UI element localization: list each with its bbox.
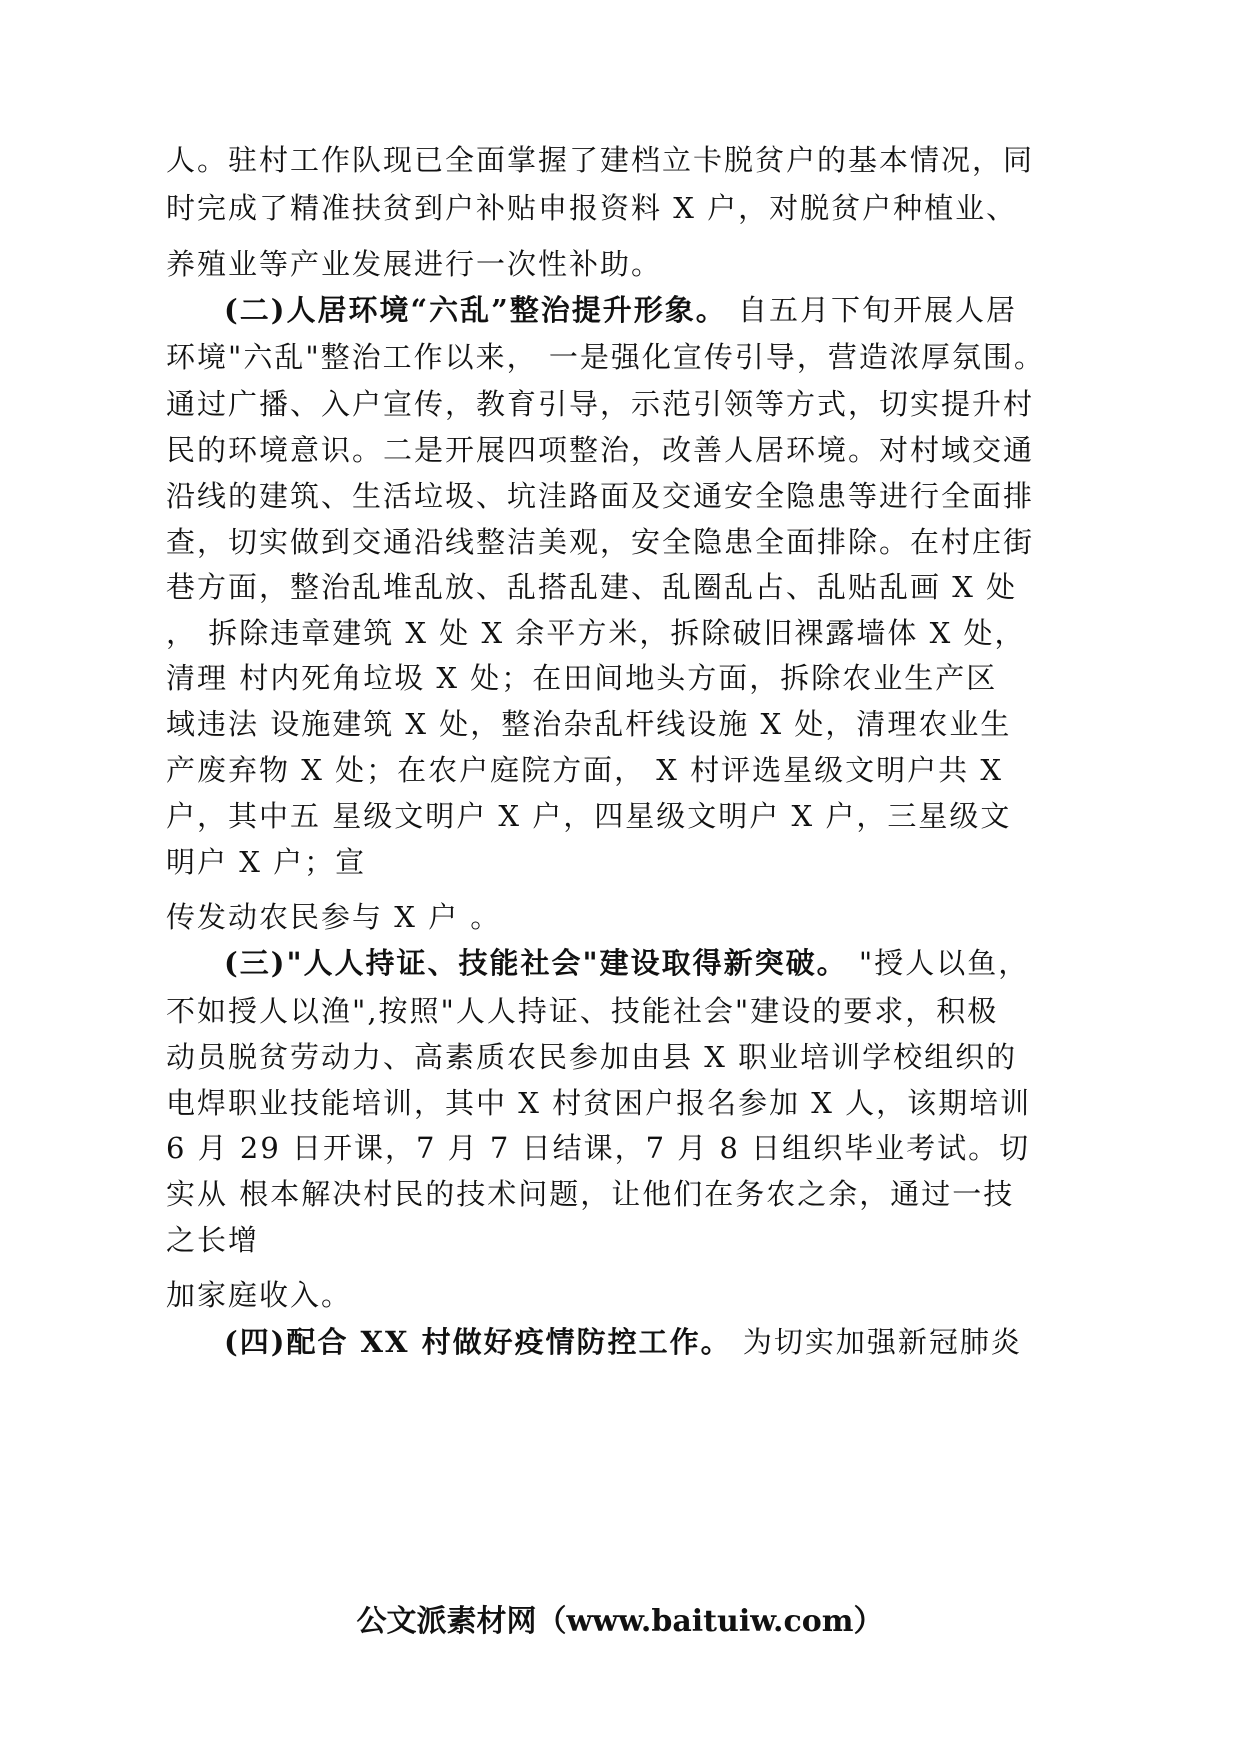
paragraph-text: "授人以鱼， (847, 946, 1030, 980)
section-heading-2: (二)人居环境“六乱”整治提升形象。 (224, 293, 727, 327)
paragraph-line: ， 拆除违章建筑 X 处 X 余平方米，拆除破旧裸露墙体 X 处， (166, 616, 1026, 650)
paragraph-text: 为切实加强新冠肺炎 (731, 1325, 1022, 1359)
paragraph-line: 电焊职业技能培训，其中 X 村贫困户报名参加 X 人，该期培训 (166, 1086, 1032, 1120)
paragraph-line: 明户 X 户；宣 (166, 845, 367, 879)
paragraph-line: 之长增 (166, 1223, 260, 1257)
paragraph-line: 域违法 设施建筑 X 处，整治杂乱杆线设施 X 处，清理农业生 (166, 707, 1012, 741)
paragraph-line: 6 月 29 日开课，7 月 7 日结课，7 月 8 日组织毕业考试。切 (166, 1131, 1031, 1165)
paragraph-line: 动员脱贫劳动力、高素质农民参加由县 X 职业培训学校组织的 (166, 1040, 1018, 1074)
paragraph-line: 产废弃物 X 处；在农户庭院方面， X 村评选星级文明户共 X (166, 753, 1004, 787)
paragraph-line: 沿线的建筑、生活垃圾、坑洼路面及交通安全隐患等进行全面排 (166, 479, 1035, 513)
section-heading-3-line (224, 943, 1076, 983)
section-heading-2-line (224, 290, 1076, 330)
section-heading-4-line (224, 1322, 1076, 1362)
paragraph-line: 通过广播、入户宣传，教育引导，示范引领等方式，切实提升村 (166, 387, 1035, 421)
paragraph-line: 人。驻村工作队现已全面掌握了建档立卡脱贫户的基本情况，同 (166, 143, 1035, 177)
paragraph-line: 时完成了精准扶贫到户补贴申报资料 X 户，对脱贫户种植业、 (166, 191, 1018, 225)
section-heading-4: (四)配合 XX 村做好疫情防控工作。 (224, 1325, 732, 1359)
paragraph-line: 加家庭收入。 (166, 1278, 353, 1312)
paragraph-line: 环境"六乱"整治工作以来， 一是强化宣传引导，营造浓厚氛围。 (166, 340, 1045, 374)
paragraph-line: 户，其中五 星级文明户 X 户，四星级文明户 X 户，三星级文 (166, 799, 1012, 833)
paragraph-line: 不如授人以渔",按照"人人持证、技能社会"建设的要求，积极 (166, 994, 999, 1028)
paragraph-text: 自五月下旬开展人居 (726, 293, 1018, 327)
paragraph-line: 实从 根本解决村民的技术问题，让他们在务农之余，通过一技 (166, 1177, 1015, 1211)
paragraph-line: 养殖业等产业发展进行一次性补助。 (166, 247, 663, 281)
paragraph-line: 民的环境意识。二是开展四项整治，改善人居环境。对村域交通 (166, 433, 1035, 467)
page-footer-watermark: 公文派素材网（www.baituiw.com） (356, 1604, 884, 1639)
section-heading-3: (三)"人人持证、技能社会"建设取得新突破。 (224, 946, 848, 980)
paragraph-line: 查，切实做到交通沿线整洁美观，安全隐患全面排除。在村庄街 (166, 525, 1035, 559)
paragraph-line: 巷方面，整治乱堆乱放、乱搭乱建、乱圈乱占、乱贴乱画 X 处 (166, 570, 1018, 604)
paragraph-line: 清理 村内死角垃圾 X 处；在田间地头方面，拆除农业生产区 (166, 661, 998, 695)
paragraph-line: 传发动农民参与 X 户 。 (166, 900, 502, 934)
